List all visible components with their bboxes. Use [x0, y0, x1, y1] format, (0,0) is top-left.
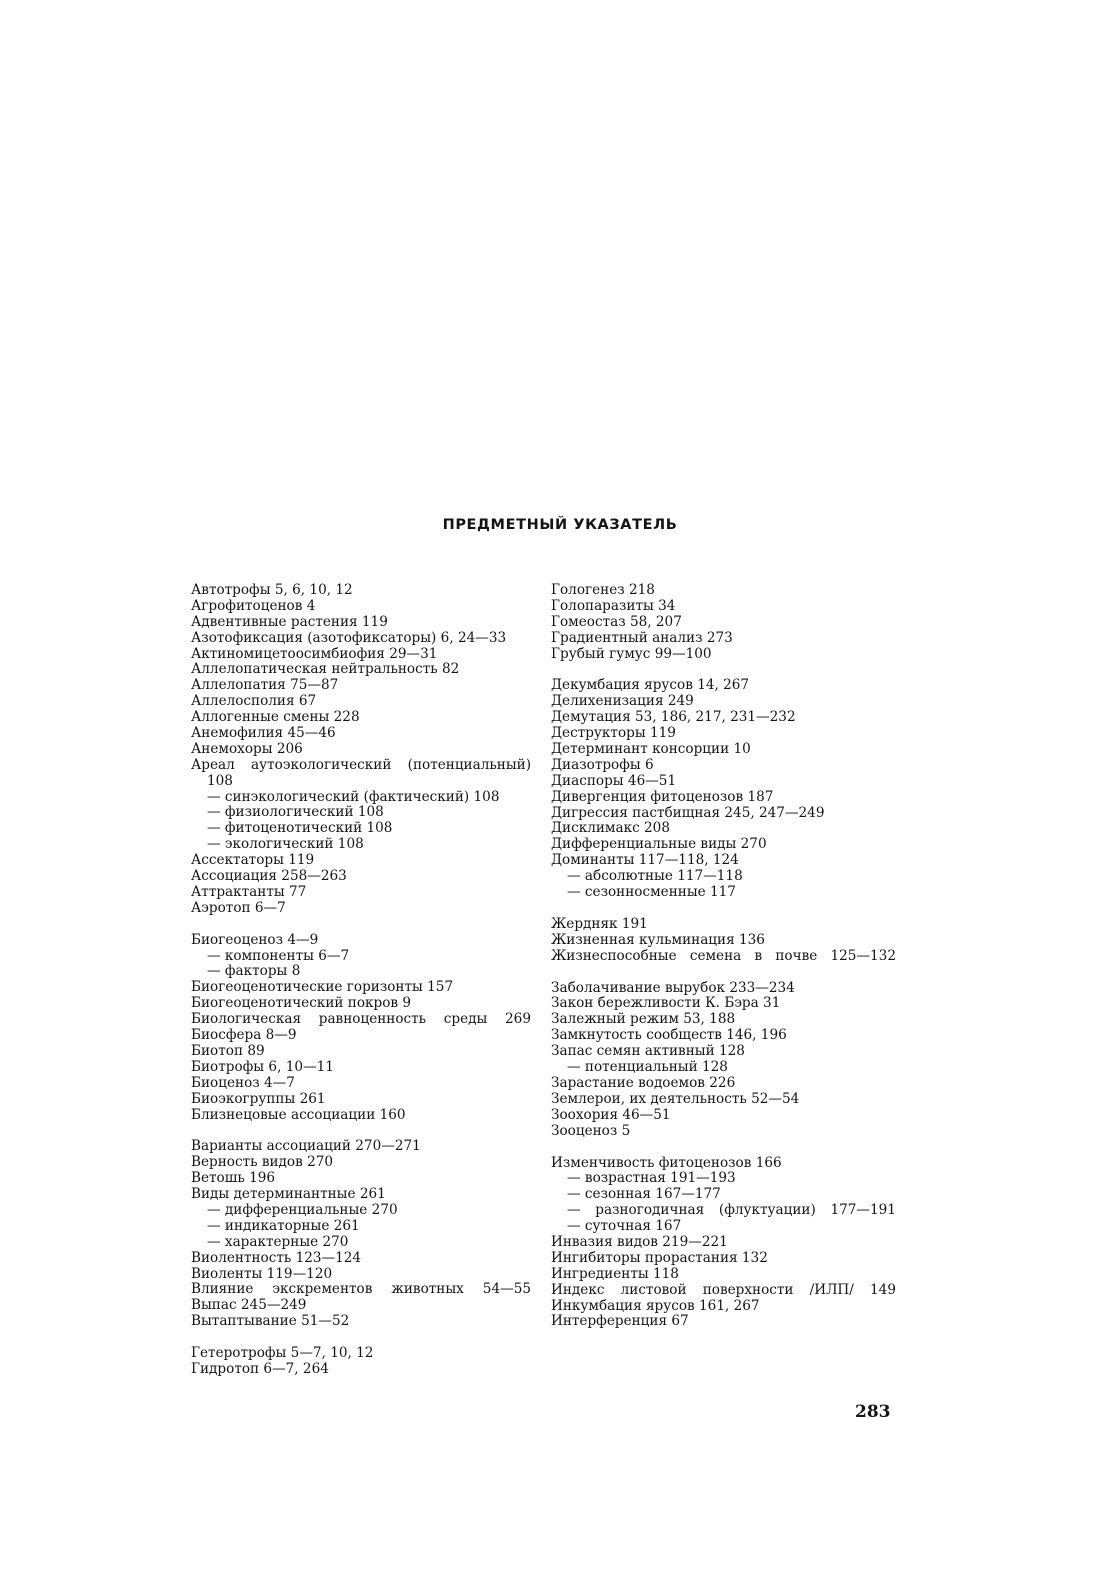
index-letter-group	[551, 917, 896, 965]
page-title: ПРЕДМЕТНЫЙ УКАЗАТЕЛЬ	[442, 517, 678, 533]
index-entry: Инвазия видов 219—221	[551, 1233, 728, 1250]
index-entry: Аллогенные смены 228	[191, 709, 360, 726]
index-entry: Градиентный анализ 273	[551, 629, 733, 646]
index-entry: Жизнеспособные семена в почве 125—132	[551, 947, 896, 964]
index-subentry: — сезонносменные 117	[567, 884, 736, 901]
index-column-right	[551, 583, 896, 1330]
index-entry: Биоценоз 4—7	[191, 1074, 295, 1091]
index-entry: Биоэкогруппы 261	[191, 1090, 326, 1107]
index-subentry: — характерные 270	[207, 1233, 349, 1250]
index-entry: Гидротоп 6—7, 264	[191, 1360, 329, 1377]
index-entry: Доминанты 117—118, 124	[551, 852, 739, 869]
index-entry: Зооценоз 5	[551, 1122, 631, 1139]
index-subentry: — синэкологический (фактический) 108	[207, 788, 500, 805]
index-subentry: — суточная 167	[567, 1218, 682, 1235]
index-entry: Верность видов 270	[191, 1154, 334, 1171]
index-entry: Виоленты 119—120	[191, 1265, 333, 1282]
index-entry: Зарастание водоемов 226	[551, 1074, 736, 1091]
index-subentry: — сезонная 167—177	[567, 1186, 721, 1203]
index-entry: Аттрактанты 77	[191, 883, 307, 900]
index-entry: Декумбация ярусов 14, 267	[551, 677, 750, 694]
index-entry: Автотрофы 5, 6, 10, 12	[191, 582, 353, 598]
index-entry: Анемохоры 206	[191, 740, 303, 757]
index-entry: Ассоциация 258—263	[191, 868, 347, 885]
index-entry: Дивергенция фитоценозов 187	[551, 788, 774, 805]
page-number: 283	[855, 1402, 891, 1422]
index-subentry: — индикаторные 261	[207, 1217, 360, 1234]
index-entry: Аллелосполия 67	[191, 693, 317, 710]
index-entry: Дигрессия пастбищная 245, 247—249	[551, 804, 825, 821]
index-entry: Адвентивные растения 119	[191, 613, 388, 630]
index-subentry: — абсолютные 117—118	[567, 868, 743, 885]
index-letter-group	[551, 1156, 896, 1331]
index-entry: Жизненная кульминация 136	[551, 931, 765, 948]
index-entry: Биотоп 89	[191, 1042, 265, 1059]
index-entry: Близнецовые ассоциации 160	[191, 1106, 406, 1123]
index-entry: Аэротоп 6—7	[191, 899, 286, 916]
index-entry: Варианты ассоциаций 270—271	[191, 1138, 421, 1155]
index-entry: Замкнутость сообществ 146, 196	[551, 1027, 787, 1044]
index-entry: Закон бережливости К. Бэра 31	[551, 995, 781, 1012]
index-entry: Аллелопатическая нейтральность 82	[191, 661, 460, 678]
index-entry: Ареал аутоэкологический (потенциальный)	[191, 756, 531, 773]
index-subentry: — возрастная 191—193	[567, 1170, 736, 1187]
index-entry: Деструкторы 119	[551, 725, 676, 742]
index-entry: Биогеоценотические горизонты 157	[191, 979, 454, 996]
index-entry: Интерференция 67	[551, 1313, 689, 1330]
index-entry: Грубый гумус 99—100	[551, 645, 712, 662]
index-subentry: — фитоценотический 108	[207, 820, 393, 837]
index-letter-group	[191, 1346, 531, 1378]
index-entry: Биосфера 8—9	[191, 1027, 297, 1044]
index-entry: Биогеоценотический покров 9	[191, 995, 412, 1012]
index-entry: Влияние экскрементов животных 54—55	[191, 1281, 531, 1298]
index-entry: Запас семян активный 128	[551, 1043, 745, 1060]
index-entry: Биотрофы 6, 10—11	[191, 1058, 334, 1075]
index-entry: Инкумбация ярусов 161, 267	[551, 1297, 760, 1314]
index-letter-group	[551, 981, 896, 1140]
index-subentry: — физиологический 108	[207, 804, 384, 821]
index-entry: Выпас 245—249	[191, 1297, 307, 1314]
index-entry: Агрофитоценов 4	[191, 597, 316, 614]
index-entry: Ингредиенты 118	[551, 1265, 679, 1282]
index-letter-group	[191, 1139, 531, 1330]
index-column-left	[191, 583, 531, 1378]
index-entry: Детерминант консорции 10	[551, 741, 751, 758]
index-entry: Индекс листовой поверхности /ИЛП/ 149	[551, 1281, 896, 1298]
index-entry: Зоохория 46—51	[551, 1106, 671, 1123]
index-entry: Азотофиксация (азотофиксаторы) 6, 24—33	[191, 629, 507, 646]
index-entry: Аллелопатия 75—87	[191, 677, 339, 694]
index-entry: Диаспоры 46—51	[551, 772, 677, 789]
index-letter-group	[191, 933, 531, 1124]
index-entry: Биологическая равноценность среды 269	[191, 1011, 531, 1028]
index-entry: Диазотрофы 6	[551, 756, 654, 773]
index-letter-group	[551, 583, 896, 662]
index-entry: Залежный режим 53, 188	[551, 1011, 736, 1028]
index-entry: Заболачивание вырубок 233—234	[551, 979, 795, 996]
index-letter-group	[551, 678, 896, 900]
index-subentry: 108	[207, 772, 233, 789]
index-entry: Актиномицетоосимбиофия 29—31	[191, 645, 438, 662]
index-entry: Голопаразиты 34	[551, 597, 676, 614]
index-entry: Анемофилия 45—46	[191, 725, 336, 742]
index-subentry: — разногодичная (флуктуации) 177—191	[567, 1202, 896, 1219]
index-entry: Делихенизация 249	[551, 693, 694, 710]
index-entry: Вытаптывание 51—52	[191, 1313, 350, 1330]
index-entry: Виды детерминантные 261	[191, 1186, 386, 1203]
index-entry: Изменчивость фитоценозов 166	[551, 1154, 782, 1171]
index-entry: Ветошь 196	[191, 1170, 276, 1187]
index-subentry: — факторы 8	[207, 963, 301, 980]
index-entry: Землерои, их деятельность 52—54	[551, 1090, 800, 1107]
index-entry: Жердняк 191	[551, 915, 648, 932]
index-letter-group	[191, 583, 531, 917]
index-entry: Гологенез 218	[551, 582, 655, 598]
index-subentry: — экологический 108	[207, 836, 364, 853]
index-subentry: — компоненты 6—7	[207, 947, 350, 964]
index-subentry: — потенциальный 128	[567, 1059, 728, 1076]
index-subentry: — дифференциальные 270	[207, 1201, 398, 1218]
index-entry: Дисклимакс 208	[551, 820, 670, 837]
index-entry: Дифференциальные виды 270	[551, 836, 767, 853]
index-entry: Ингибиторы прорастания 132	[551, 1249, 768, 1266]
index-entry: Гомеостаз 58, 207	[551, 613, 682, 630]
index-entry: Гетеротрофы 5—7, 10, 12	[191, 1345, 374, 1362]
index-entry: Виолентность 123—124	[191, 1249, 362, 1266]
index-entry: Биогеоценоз 4—9	[191, 931, 319, 948]
index-entry: Демутация 53, 186, 217, 231—232	[551, 709, 796, 726]
index-entry: Ассектаторы 119	[191, 852, 315, 869]
